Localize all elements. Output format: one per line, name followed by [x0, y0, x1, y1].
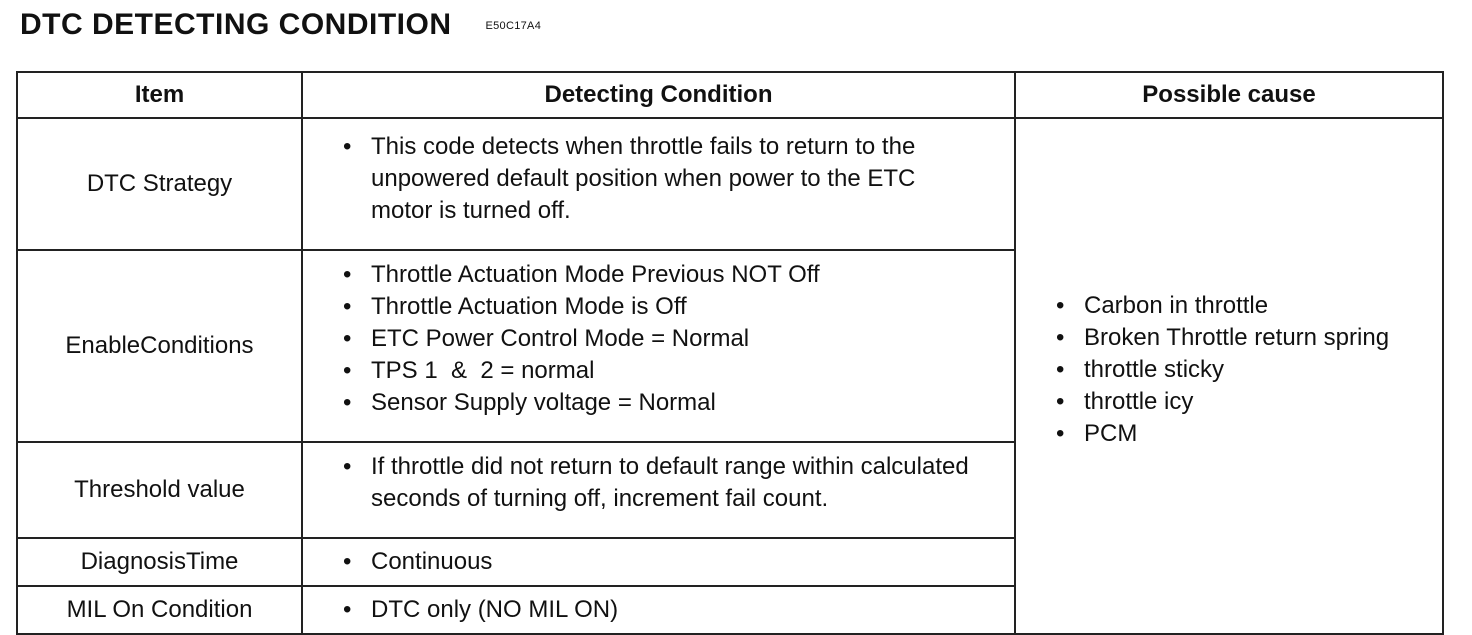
document-code: E50C17A4 — [485, 20, 542, 32]
cause-item: • throttle icy — [1056, 386, 1442, 418]
dtc-condition-table — [16, 71, 1444, 635]
cause-item: • Broken Throttle return spring — [1056, 322, 1442, 354]
condition-cell — [302, 538, 1015, 586]
cause-item: • throttle sticky — [1056, 354, 1442, 386]
row-item-label: DTC Strategy — [17, 118, 302, 250]
table-header-row — [17, 72, 1443, 118]
condition-list — [343, 451, 1004, 515]
row-item-label: Threshold value — [17, 442, 302, 538]
condition-item: • ETC Power Control Mode = Normal — [343, 323, 1004, 355]
condition-list — [343, 546, 1004, 578]
condition-item: • DTC only (NO MIL ON) — [343, 594, 1004, 626]
row-item-label: MIL On Condition — [17, 586, 302, 634]
condition-cell — [302, 586, 1015, 634]
condition-cell — [302, 118, 1015, 250]
condition-item: • Throttle Actuation Mode is Off — [343, 291, 1004, 323]
title-row — [20, 2, 541, 42]
condition-list — [343, 594, 1004, 626]
condition-list — [343, 131, 1004, 227]
condition-item: • Continuous — [343, 546, 1004, 578]
table-row — [17, 118, 1443, 250]
condition-list — [343, 259, 1004, 419]
condition-item: • TPS 1 & 2 = normal — [343, 355, 1004, 387]
row-item-label: EnableConditions — [17, 250, 302, 442]
condition-item: • This code detects when throttle fails to return to the unpowered default position when power to the ETC motor is turned off. — [343, 131, 931, 227]
cause-item: • PCM — [1056, 418, 1442, 450]
condition-item: • If throttle did not return to default range within calculated seconds of turning off, increment fail count. — [343, 451, 1011, 515]
column-header-possible-cause: Possible cause — [1015, 72, 1443, 118]
condition-cell — [302, 250, 1015, 442]
row-item-label: DiagnosisTime — [17, 538, 302, 586]
possible-cause-cell — [1015, 118, 1443, 634]
condition-item: • Sensor Supply voltage = Normal — [343, 387, 1004, 419]
page-title: DTC DETECTING CONDITION — [20, 8, 452, 41]
cause-item: • Carbon in throttle — [1056, 290, 1442, 322]
column-header-detecting-condition: Detecting Condition — [302, 72, 1015, 118]
condition-cell — [302, 442, 1015, 538]
possible-cause-list — [1056, 290, 1442, 450]
condition-item: • Throttle Actuation Mode Previous NOT Off — [343, 259, 1004, 291]
column-header-item: Item — [17, 72, 302, 118]
